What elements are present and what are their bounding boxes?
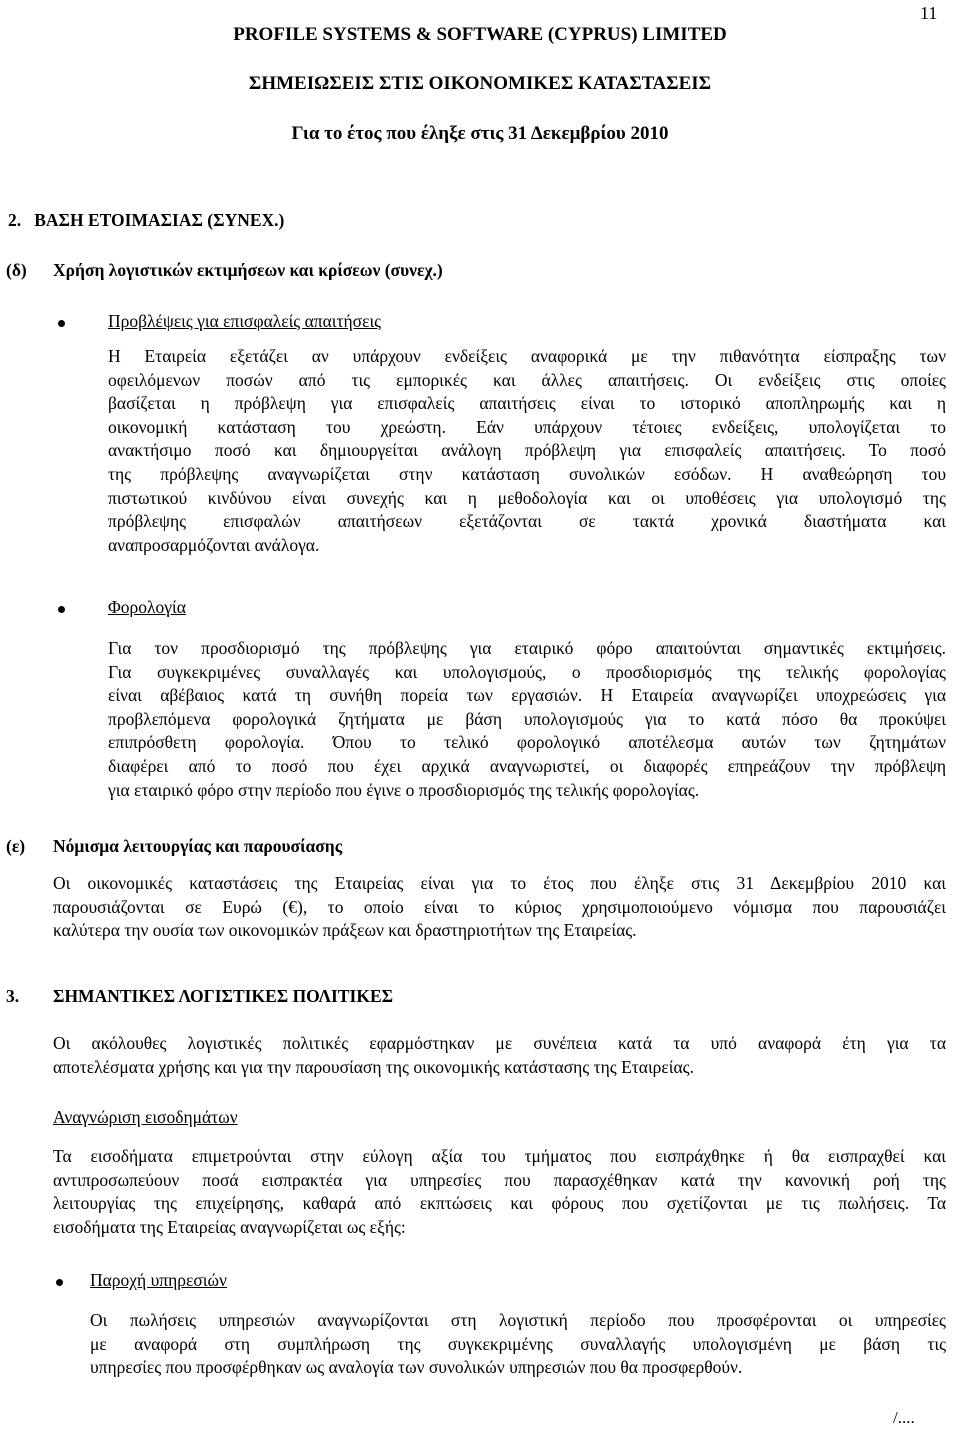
subsection-e-marker: (ε): [6, 836, 26, 856]
bad-debt-provision-text: [108, 345, 946, 557]
company-name: PROFILE SYSTEMS & SOFTWARE (CYPRUS) LIMITED: [233, 24, 727, 45]
text-line: πιστωτικού κινδύνου είναι συνεχής και η μεθοδολογία και οι υποθέσεις για υπολογισμό της: [108, 487, 946, 508]
text-line: διαφέρει από το ποσό που έχει αρχικά αναγνωριστεί, οι διαφορές επηρεάζουν την πρόβλεψη: [108, 755, 946, 776]
text-line: Για συγκεκριμένες συναλλαγές και υπολογισμούς, ο προσδιορισμός της τελικής φορολογίας: [108, 661, 946, 682]
section-2-heading: 2. ΒΑΣΗ ΕΤΟΙΜΑΣΙΑΣ (ΣΥΝΕΧ.): [8, 210, 285, 230]
bad-debt-provision-title: Προβλέψεις για επισφαλείς απαιτήσεις: [108, 311, 382, 331]
text-line: καλύτερα την ουσία των οικονομικών πράξεων και δραστηριοτήτων της Εταιρείας.: [53, 920, 637, 941]
functional-currency-text: [53, 872, 946, 943]
text-line: Οι οικονομικές καταστάσεις της Εταιρείας είναι για το έτος που έληξε στις 31 Δεκεμβρίου 2010 και: [53, 873, 946, 893]
subsection-d-title: Χρήση λογιστικών εκτιμήσεων και κρίσεων (συνεχ.): [53, 260, 443, 280]
text-line: με αναφορά στη συμπλήρωση της συγκεκριμένης συναλλαγής υπολογισμένη με βάση τις: [90, 1333, 946, 1354]
section-3-heading: ΣΗΜΑΝΤΙΚΕΣ ΛΟΓΙΣΤΙΚΕΣ ΠΟΛΙΤΙΚΕΣ: [53, 986, 394, 1006]
text-line: εισοδήματα της Εταιρείας αναγνωρίζεται ως εξής:: [53, 1216, 406, 1237]
text-line: Τα εισοδήματα επιμετρούνται στην εύλογη αξία του τμήματος που εισπράχθηκε ή θα εισπραχθεί και: [53, 1146, 946, 1166]
text-line: παρουσιάζονται σε Ευρώ (€), το οποίο είναι το κύριος χρησιμοποιούμενο νόμισμα που παρουσιάζει: [53, 896, 946, 917]
continuation-mark: /....: [893, 1408, 915, 1427]
text-line: οικονομική κατάσταση του χρεώστη. Εάν υπάρχουν τέτοιες ενδείξεις, υπολογίζεται το: [108, 416, 946, 437]
text-line: υπηρεσίες που προσφέρθηκαν ως αναλογία των συνολικών υπηρεσιών που θα προσφερθούν.: [90, 1357, 743, 1378]
services-text: [90, 1309, 946, 1380]
period-line: Για το έτος που έληξε στις 31 Δεκεμβρίου 2010: [291, 123, 669, 144]
bullet-icon: [56, 1279, 63, 1286]
text-line: είναι αβέβαιος κατά τη συνήθη πορεία των εργασιών. Η Εταιρεία αναγνωρίζει υποχρεώσεις για: [108, 685, 946, 706]
text-line: αναπροσαρμόζονται ανάλογα.: [108, 534, 320, 555]
text-line: λειτουργίας της επιχείρησης, καθαρά από εκπτώσεις και φόρους που σχετίζονται με τις πωλήσεις. Τα: [53, 1193, 946, 1214]
text-line: για εταιρικό φόρο στην περίοδο που έγινε ο προσδιορισμός της τελικής φορολογίας.: [108, 779, 700, 800]
revenue-recognition-text: [53, 1145, 946, 1239]
text-line: Οι πωλήσεις υπηρεσιών αναγνωρίζονται στη λογιστική περίοδο που προσφέρονται οι υπηρεσίες: [90, 1310, 946, 1330]
taxation-text: [108, 637, 946, 802]
text-line: της πρόβλεψης αναγνωρίζεται στην κατάσταση συνολικών εσόδων. Η αναθεώρηση του: [108, 463, 946, 484]
revenue-recognition-title: Αναγνώριση εισοδημάτων: [53, 1107, 238, 1127]
text-line: προβλεπόμενα φορολογικά ζητήματα με βάση υπολογισμούς για το κατά πόσο θα προκύψει: [108, 708, 946, 729]
bullet-icon: [58, 606, 65, 613]
subsection-e-title: Νόμισμα λειτουργίας και παρουσίασης: [53, 836, 343, 856]
text-line: Για τον προσδιορισμό της πρόβλεψης για εταιρικό φόρο απαιτούνται σημαντικές εκτιμήσεις.: [108, 638, 946, 658]
text-line: Η Εταιρεία εξετάζει αν υπάρχουν ενδείξεις αναφορικά με την πιθανότητα είσπραξης των: [108, 346, 946, 366]
text-line: ανακτήσιμο ποσό και δημιουργείται ανάλογη πρόβλεψη για επισφαλείς απαιτήσεις. Το ποσό: [108, 440, 946, 461]
page-number: 11: [920, 3, 938, 23]
text-line: αντιπροσωπεύουν ποσά εισπρακτέα για υπηρεσίες που παρασχέθηκαν κατά την κανονική ροή της: [53, 1169, 946, 1190]
bullet-icon: [58, 320, 65, 327]
text-line: Οι ακόλουθες λογιστικές πολιτικές εφαρμόστηκαν με συνέπεια κατά τα υπό αναφορά έτη για τα: [53, 1033, 946, 1053]
document-title: ΣΗΜΕΙΩΣΕΙΣ ΣΤΙΣ ΟΙΚΟΝΟΜΙΚΕΣ ΚΑΤΑΣΤΑΣΕΙΣ: [248, 73, 712, 94]
taxation-title: Φορολογία: [108, 597, 186, 617]
services-title: Παροχή υπηρεσιών: [90, 1270, 227, 1290]
section-3-number: 3.: [6, 986, 20, 1006]
text-line: βασίζεται η πρόβλεψη για επισφαλείς απαιτήσεις είναι το ιστορικό αποπληρωμής και η: [108, 393, 946, 414]
subsection-d-marker: (δ): [6, 260, 27, 280]
text-line: επιπρόσθετη φορολογία. Όπου το τελικό φορολογικό αποτέλεσμα αυτών των ζητημάτων: [108, 732, 946, 753]
text-line: πρόβλεψης επισφαλών απαιτήσεων εξετάζονται σε τακτά χρονικά διαστήματα και: [108, 511, 946, 532]
policies-intro-text: [53, 1032, 946, 1079]
text-line: οφειλόμενων ποσών από τις εμπορικές και άλλες απαιτήσεις. Οι ενδείξεις στις οποίες: [108, 369, 946, 390]
text-line: αποτελέσματα χρήσης και για την παρουσίαση της οικονομικής κατάστασης της Εταιρείας.: [53, 1056, 694, 1077]
